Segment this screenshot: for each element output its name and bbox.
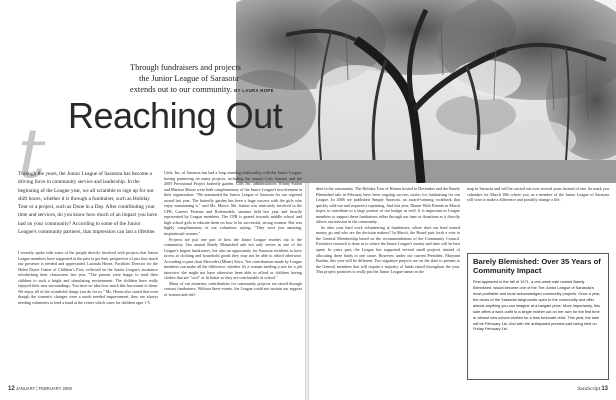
page-number-right: 13: [601, 386, 608, 392]
column-2-paragraph-3: Many of our monetary contributions for community projects are raised through various fundraisers. Without these events, the League could not sustain our support of women and chil-: [164, 280, 302, 298]
article-column-1: [18, 250, 158, 380]
column-3-paragraph-2: So after your hard work volunteering at fundraisers, where does our hard earned money go and who are the decision makers? In March, the Board puts forth a vote to the General Membership based on the recommendations of the Community Council. Extensive research is done as to where the Junior League's money and time will be best spent. In years past, the League has supported several small projects instead of allocating these funds to one cause. However, under our current President, Maryann Boehm, this year will be different. Two signature projects are on the slate to present to the General members that will require a majority of funds raised throughout the year. This project promises to really put the Junior League name on the: [316, 224, 460, 275]
article-deck: [130, 62, 310, 97]
lead-paragraph: [18, 170, 158, 248]
deck-line-3-text: extends out to our community.: [130, 85, 233, 95]
issue-date: JANUARY | FEBRUARY 2008: [15, 386, 72, 391]
sidebar-body: First appeared in the fall of 1971, a one-week sale named Barely Blemished, would become one of the The Junior League of Sarasota's most profitable and most acknowledged community projects. Once a year, the doors of the Sarasota fairgrounds open to the community and offer almost anything you can imagine at a bargain price. More importantly, this sale offers a work outfit to a single mother out on her own for the first time or almost new school clothes for a less fortunate child. This year, the sale will be February 1st -2nd with the anticipated preview part being held on Friday February 1st.: [473, 279, 601, 332]
lead-text: Through the years, the Junior League of Sarasota has become a driving force in community service and leadership. In the beginning of the League year, we all scramble to sign up for our shift hours, whether it is through a fundraiser, such as Holiday Tour or a project, such as Done in a Day. After contributing your time and services, do you know how much of an impact you have had on your community? According to some of the Junior League's community partners, that impression can last a lifetime.: [18, 171, 158, 236]
deck-line-2: the Junior League of Sarasota: [139, 74, 239, 84]
article-column-2: [164, 170, 302, 382]
page-number-left: 12: [8, 386, 15, 392]
column-1-paragraph: I recently spoke with some of the people directly involved with projects that Junior League members have supported in the past to get their perspective of just how much our presence is needed and appreciated. Latonda Horne, Facilities Director for the Helen Payne Center of Children's First, reflected on the Junior League's assistance refurbishing their classrooms last year. "The parents were happy to send their children to such a bright and stimulating environment. The children have really enjoyed their new surroundings. You have no idea how much this has meant to them. We enjoy all of the wonderful things you do for us." Ms. Horne also stated that even though the cosmetic changes were a much needed improvement, they are always needing volunteers to lend a hand at the center which cares for children ages 1-5.: [18, 250, 158, 305]
sidebar-box: [467, 253, 609, 380]
deck-line-1: Through fundraisers and projects: [130, 63, 241, 72]
folio-right: [577, 386, 608, 392]
headline-dropcap: t: [18, 115, 46, 194]
column-2-paragraph-1: Girls, Inc. of Sarasota has had a long standing relationship with the Junior League, having partnering on many projects, including the annual Girls Summit and the 2005 Provisional Project butterfly garden. Girls Inc. administrators Tiffany Sutton and Marissa Moore were both complimentary of the Junior League's involvement in their organization. "We nominated the Junior League of Sarasota for our regional award last year. The butterfly garden has been a huge success with the girls who enjoy maintaining it," said Ms. Moore. Ms. Sutton was intricately involved in the CPR, Careers Patterns and Rolemodels, seminar held last year and heavily represented by League members. The CPR is geared towards middle school and high school girls to educate them on how to be successful, strong women. She was highly complimentary of our volunteers saying, "They were just amazing, inspirational women.": [164, 170, 302, 237]
article-column-4: [467, 186, 609, 246]
column-3-paragraph-1: dren in the community. The Holiday Tour of Homes hosted in December and the Barely Blemished sale in February have been ongoing success stories for fundraising for our League. In 2006 we published Simply Sarasota, an award-winning cookbook that quickly sold-out and required a reprinting. And this year, Dinner With Friends in March hopes to contribute to a large portion of our budget as well. It is important as League members to support these fundraisers either through our time or donations as it directly affects our mission in the community.: [316, 186, 460, 225]
article-title: Reaching Out: [68, 95, 283, 136]
folio-left: [8, 386, 72, 392]
article-column-3: [316, 186, 460, 382]
byline: BY LAURA HOPE: [234, 88, 274, 94]
publication-name: SaraScript: [577, 386, 601, 392]
sidebar-title: Barely Blemished: Over 35 Years of Community Impact: [473, 257, 601, 275]
column-2-paragraph-2: Projects are just one part of how the Junior League reaches out to the community. Our annual Barely Blemished sale not only serves as one of the League's largest fundraisers, but also an opportunity for Sarasota residents to have access to clothing and household goods they may not be able to afford otherwise. According to past chair Mercedes (Miner) Silva, "the contributions made by League members can make all the difference, whether it's a woman needing a suit for a job interview she might not have otherwise been able to afford or children having clothes that are "cool" or fit better so they are comfortable at school.": [164, 236, 302, 281]
column-4-paragraph: map in Sarasota and will be carried out over several years instead of one. So mark you calendars for March 18th where you, as a member of the Junior League of Sarasota will vote to make a difference and possibly change a life.: [467, 186, 609, 203]
